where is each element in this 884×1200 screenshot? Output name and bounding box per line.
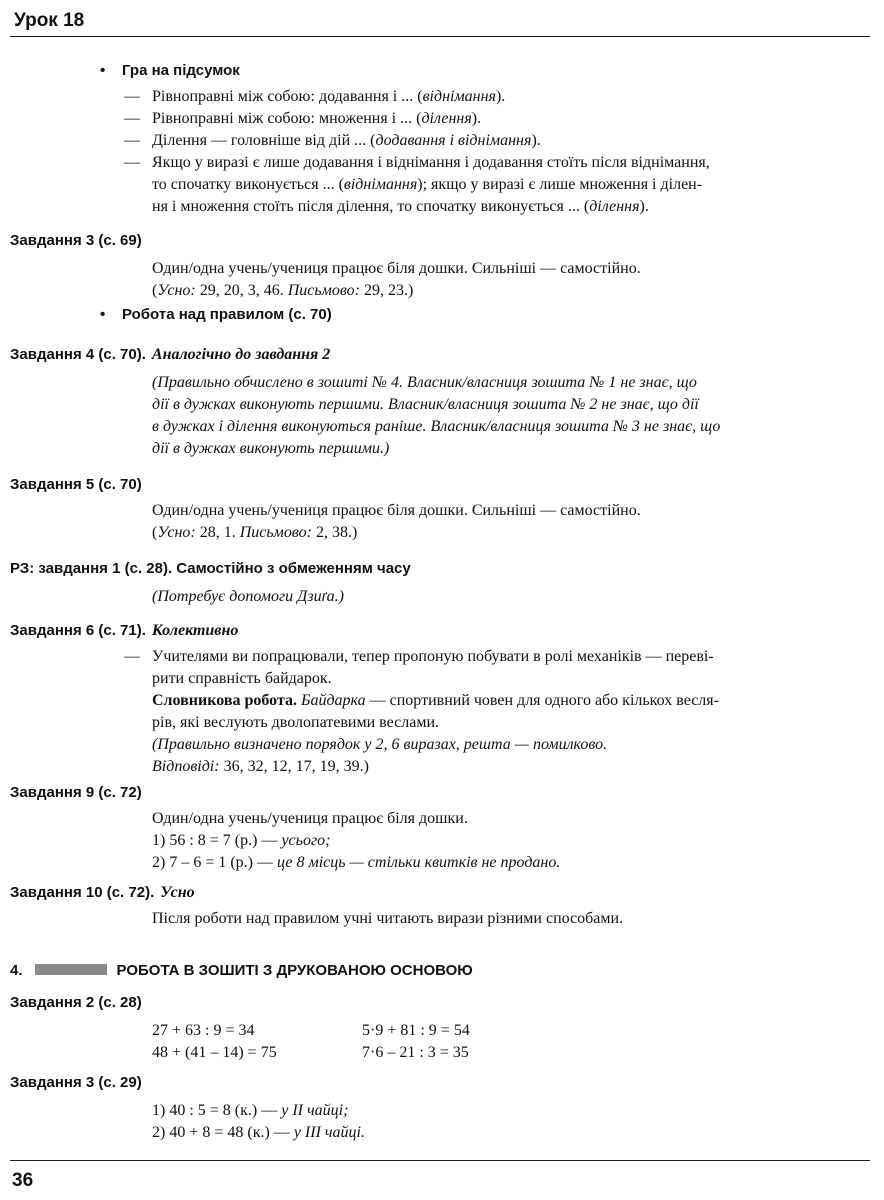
lesson-header: Урок 18: [14, 10, 85, 31]
section-marker-icon: [35, 964, 107, 975]
task9-title: Завдання 9 (с. 72): [10, 784, 142, 801]
task2b-title: Завдання 2 (с. 28): [10, 994, 142, 1011]
equation: 48 + (41 – 14) = 75: [152, 1044, 277, 1061]
footer-rule: [10, 1160, 870, 1161]
rule-work-section: • Робота над правилом (с. 70): [100, 306, 332, 323]
game-section: • Гра на підсумок: [100, 62, 240, 79]
task4-title: Завдання 4 (с. 70). Аналогічно до завдання 2: [10, 346, 331, 363]
game-line: — Якщо у виразі є лише додавання і віднімання і додавання стоїть після віднімання, то спочатку виконується ... (віднімання); якщо у виразі є лише множення і ділен- ня і множення стоїть після ділення, то спочатку виконується ... (ділення).: [124, 154, 710, 215]
game-line: — Рівноправні між собою: додавання і ... (віднімання).: [124, 88, 506, 105]
task10-body: Після роботи над правилом учні читають вирази різними способами.: [152, 910, 624, 927]
rz-title: РЗ: завдання 1 (с. 28). Самостійно з обмеженням часу: [10, 560, 411, 577]
game-title: Гра на підсумок: [122, 62, 240, 79]
task4-body: (Правильно обчислено в зошиті № 4. Власник/власниця зошита № 1 не знає, що дії в дужках виконують першими. Власник/власниця зошита № 2 не знає, що дії в дужках і ділення виконуються раніше. Власник/власниця зошита № 3 не знає, що дії в дужках виконують першими.): [152, 374, 721, 457]
task3-body: Один/одна учень/учениця працює біля дошки. Сильніші — самостійно. (Усно: 29, 20, 3, 46. Письмово: 29, 23.): [152, 260, 641, 299]
task3b-title: Завдання 3 (с. 29): [10, 1074, 142, 1091]
task6-title: Завдання 6 (с. 71). Колективно: [10, 622, 239, 639]
task6-body: — Учителями ви попрацювали, тепер пропоную побувати в ролі механіків — переві- рити справність байдарок. Словникова робота. Байдарка — спортивний човен для одного або кількох весля- рів, які веслують дволопатевими веслами. (Правильно визначено порядок у 2, 6 виразах, решта — помилково. Відповіді: 36, 32, 12, 17, 19, 39.): [124, 648, 719, 775]
game-lines: [124, 86, 880, 218]
page-number: 36: [12, 1170, 34, 1191]
task3b-body: 1) 40 : 5 = 8 (к.) — у II чайці; 2) 40 + 8 = 48 (к.) — у III чайці.: [152, 1102, 365, 1141]
game-line: — Рівноправні між собою: множення і ... (ділення).: [124, 110, 482, 127]
section4-title: 4. РОБОТА В ЗОШИТІ З ДРУКОВАНОЮ ОСНОВОЮ: [10, 962, 473, 979]
task9-body: Один/одна учень/учениця працює біля дошки. 1) 56 : 8 = 7 (р.) — усього; 2) 7 – 6 = 1 (р.) — це 8 місць — стільки квитків не продано.: [152, 810, 561, 871]
task5-title: Завдання 5 (с. 70): [10, 476, 142, 493]
equation: 27 + 63 : 9 = 34: [152, 1022, 255, 1039]
task3-title: Завдання 3 (с. 69): [10, 232, 142, 249]
header-rule: [10, 36, 870, 37]
equation: 5·9 + 81 : 9 = 54: [362, 1022, 470, 1039]
game-line: — Ділення — головніше від дій ... (додавання і віднімання).: [124, 132, 541, 149]
task5-body: Один/одна учень/учениця працює біля дошки. Сильніші — самостійно. (Усно: 28, 1. Письмово: 2, 38.): [152, 502, 641, 541]
task10-title: Завдання 10 (с. 72). Усно: [10, 884, 195, 901]
task2b-equations: [152, 1020, 562, 1064]
equation: 7·6 – 21 : 3 = 35: [362, 1044, 469, 1061]
rz-note: (Потребує допомоги Дзиґа.): [152, 588, 344, 605]
